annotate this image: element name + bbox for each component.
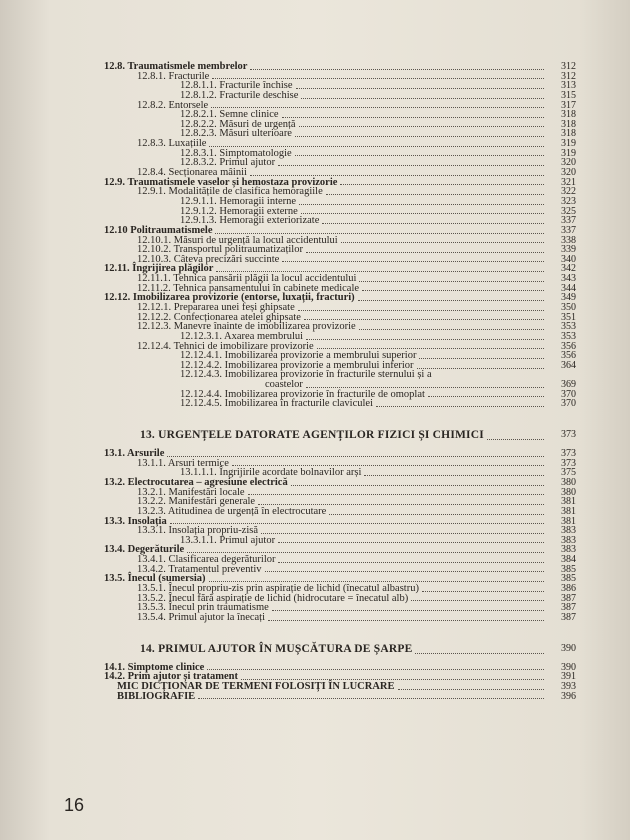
toc-entry-title: Înecul fără aspirație de lichid (hidrocutare = înecatul alb): [168, 592, 409, 604]
toc-entry-title: Traumatismele membrelor: [127, 60, 248, 72]
toc-entry-page: 318: [561, 118, 576, 130]
dot-leader: [306, 339, 544, 340]
toc-entry-title: Hemoragii interne: [219, 195, 297, 207]
toc-entry-title: MIC DICȚIONAR DE TERMENI FOLOSIȚI ÎN LUCRARE: [117, 680, 395, 692]
dot-leader: [291, 485, 544, 486]
toc-entry[interactable]: [0, 555, 630, 565]
toc-entry-page: 319: [561, 138, 576, 150]
toc-entry-title: Imobilizarea provizorie a membrului superior: [224, 350, 417, 362]
toc-entry[interactable]: [0, 91, 630, 101]
toc-entry-title: Îngrijirile acordate bolnavilor arși: [219, 467, 362, 479]
toc-entry-page: 383: [561, 525, 576, 537]
toc-entry[interactable]: [0, 303, 630, 313]
toc-entry[interactable]: [0, 101, 630, 111]
toc-entry-page: 375: [561, 467, 576, 479]
toc-entry-number: 12.10.1.: [137, 234, 172, 246]
dot-leader: [428, 396, 544, 397]
toc-entry[interactable]: [0, 449, 630, 459]
toc-entry-number: 12.8.: [104, 60, 125, 72]
toc-entry[interactable]: [0, 129, 630, 139]
toc-entry-title: Atitudinea de urgență în electrocutare: [167, 505, 327, 517]
toc-entry-page: 353: [561, 330, 576, 342]
toc-entry[interactable]: [0, 72, 630, 82]
toc-entry-number: 13.2.3.: [137, 505, 166, 517]
toc-entry-page: 396: [561, 690, 576, 702]
dot-leader: [376, 406, 544, 407]
dot-leader: [299, 126, 544, 127]
toc-entry-number: 13.3.1.: [137, 525, 166, 537]
toc-entry-title: PRIMUL AJUTOR ÎN MUȘCĂTURA DE ȘARPE: [158, 642, 413, 655]
toc-entry-page: 320: [561, 167, 576, 179]
dot-leader: [317, 348, 544, 349]
toc-entry-number: 13.4.2.: [137, 563, 166, 575]
toc-entry-page: 340: [561, 253, 576, 265]
toc-entry[interactable]: [0, 216, 630, 226]
toc-entry-title: Înecul propriu-zis prin aspirație de lichid (înecatul albastru): [168, 583, 419, 595]
toc-entry-number: 13.5.3.: [137, 602, 166, 614]
toc-entry-page: 373: [561, 448, 576, 460]
dot-leader: [296, 88, 544, 89]
toc-entry-page: 312: [561, 60, 576, 72]
dot-leader: [487, 439, 544, 440]
toc-entry-page: 387: [561, 602, 576, 614]
dot-leader: [282, 261, 544, 262]
dot-leader: [341, 242, 544, 243]
toc-entry-page: 313: [561, 80, 576, 92]
toc-entry-number: 12.8.1.: [137, 70, 166, 82]
dot-leader: [241, 679, 544, 680]
dot-leader: [282, 117, 544, 118]
toc-entry-title: Transportul politraumatizaților: [173, 244, 303, 256]
toc-entry[interactable]: [0, 692, 630, 702]
dot-leader: [359, 281, 544, 282]
toc-entry-number: 13.4.: [104, 544, 125, 556]
toc-entry-number: 13.4.1.: [137, 554, 166, 566]
dot-leader: [278, 562, 544, 563]
toc-entry-title: Câteva precizări succinte: [173, 253, 280, 265]
toc-entry-title: Primul ajutor: [219, 534, 276, 546]
toc-entry-title: Primul ajutor: [219, 157, 276, 169]
toc-entry[interactable]: [0, 536, 630, 546]
toc-entry-number: 12.8.2.3.: [180, 128, 217, 140]
toc-entry-page: 337: [561, 224, 576, 236]
toc-entry-page: 364: [561, 359, 576, 371]
toc-entry-title: Fracturile: [168, 70, 210, 82]
toc-entry-page: 318: [561, 128, 576, 140]
dot-leader: [340, 184, 544, 185]
dot-leader: [248, 494, 544, 495]
toc-entry-title: Clasificarea degerăturilor: [168, 554, 276, 566]
toc-entry-page: 342: [561, 263, 576, 275]
dot-leader: [306, 387, 544, 388]
toc-entry-page: 350: [561, 302, 576, 313]
dot-leader: [170, 523, 544, 524]
toc-entry-number: 12.8.3.2.: [180, 157, 217, 169]
toc-entry-page: 390: [561, 642, 576, 654]
toc-entry-number: 12.8.2.: [137, 99, 166, 111]
toc-entry-number: 13.2.2.: [137, 496, 166, 508]
toc-entry-title: Imobilizarea provizorie a membrului inferior: [224, 359, 414, 371]
toc-entry[interactable]: [0, 81, 630, 91]
toc-entry-number: 13.2.: [104, 476, 125, 488]
toc-entry-number: 12.12.4.1.: [180, 350, 222, 362]
toc-entry-title: Luxațiile: [168, 138, 207, 150]
dot-leader: [187, 552, 544, 553]
toc-entry-title: Entorsele: [168, 99, 209, 111]
toc-entry-page: 390: [561, 661, 576, 673]
dot-leader: [278, 542, 544, 543]
toc-entry-title: Hemoragii exteriorizate: [219, 215, 320, 227]
toc-entry-title: Imobilizarea în fracturile claviculei: [224, 398, 374, 410]
toc-entry-text: [180, 399, 373, 409]
toc-entry-title: Hemoragii externe: [219, 205, 298, 217]
toc-entry-number: 12.9.1.: [137, 186, 166, 198]
toc-entry-page: 381: [561, 515, 576, 527]
toc-entry-number: 13.1.: [104, 448, 125, 460]
toc-entry-text: [117, 692, 195, 702]
toc-entry-number: 12.12.4.5.: [180, 398, 222, 410]
toc-entry-title: Arsuri termice: [167, 457, 229, 469]
toc-entry-page: 373: [561, 429, 576, 441]
toc-entry-page: 325: [561, 205, 576, 217]
toc-entry-number: 13.5.: [104, 573, 125, 585]
toc-entry[interactable]: [0, 139, 630, 149]
toc-entry-page: 370: [561, 388, 576, 400]
toc-entry-number: 13.: [140, 429, 155, 442]
toc-entry-title: Degerăturile: [127, 544, 185, 556]
dot-leader: [261, 533, 544, 534]
toc-entry-number: 13.1.1.: [137, 457, 166, 469]
toc-entry-number: 12.8.4.: [137, 167, 166, 179]
toc-entry-page: 320: [561, 157, 576, 169]
dot-leader: [358, 300, 544, 301]
dot-leader: [272, 610, 544, 611]
dot-leader: [295, 155, 544, 156]
toc-entry[interactable]: [0, 526, 630, 536]
dot-leader: [359, 329, 544, 330]
dot-leader: [362, 290, 544, 291]
toc-entry-number: 12.12.4.4.: [180, 388, 222, 400]
toc-entry-number: 12.11.1.: [137, 273, 171, 285]
toc-entry[interactable]: [0, 663, 630, 673]
dot-leader: [207, 669, 544, 670]
toc-entry[interactable]: [0, 62, 630, 72]
toc-entry-page: 321: [561, 176, 576, 188]
toc-entry-page: 381: [561, 505, 576, 517]
toc-entry[interactable]: [0, 545, 630, 555]
toc-entry-number: 12.8.1.1.: [180, 80, 217, 92]
dot-leader: [419, 358, 544, 359]
table-of-contents: [0, 62, 630, 701]
dot-leader: [198, 698, 544, 699]
toc-entry-number: 12.10: [104, 224, 128, 236]
toc-entry-number: 12.12.2.: [137, 311, 172, 323]
toc-chapter-heading[interactable]: [0, 421, 630, 449]
toc-entry-page: 385: [561, 573, 576, 585]
toc-entry-title: Prim ajutor și tratament: [127, 671, 238, 683]
toc-entry-title: Arsurile: [127, 448, 165, 460]
toc-entry-number: 12.12.4.3.: [180, 369, 222, 381]
toc-entry-page: 318: [561, 109, 576, 121]
toc-entry-number: 14.2.: [104, 671, 125, 683]
dot-leader: [299, 204, 544, 205]
dot-leader: [422, 591, 544, 592]
toc-entry-number: 12.12.1.: [137, 302, 172, 313]
toc-entry-page: 356: [561, 350, 576, 362]
toc-entry[interactable]: [0, 488, 630, 498]
toc-entry-title: Fracturile deschise: [219, 89, 299, 101]
toc-entry-number: 12.8.1.2.: [180, 89, 217, 101]
toc-entry-number: 13.5.4.: [137, 611, 166, 623]
toc-entry-title: Semne clinice: [219, 109, 279, 121]
dot-leader: [209, 146, 544, 147]
toc-entry-title: Tratamentul preventiv: [168, 563, 262, 575]
toc-entry-page: 353: [561, 321, 576, 333]
dot-leader: [417, 368, 544, 369]
toc-entry-number: 12.10.3.: [137, 253, 172, 265]
toc-entry-title: Manevre înainte de imobilizarea provizorie: [173, 321, 356, 333]
toc-entry-title: Măsuri de urgență la locul accidentului: [173, 234, 338, 246]
toc-entry[interactable]: [0, 613, 630, 623]
toc-entry[interactable]: [0, 255, 630, 265]
toc-entry[interactable]: [0, 110, 630, 120]
toc-entry-number: 13.2.1.: [137, 486, 166, 498]
dot-leader: [268, 620, 544, 621]
toc-entry-page: 343: [561, 273, 576, 285]
toc-entry-title: Imobilizarea provizorie (entorse, luxații, fracturi): [132, 292, 355, 304]
toc-entry-title: Fracturile închise: [219, 80, 293, 92]
toc-entry-number: 12.12.4.2.: [180, 359, 222, 371]
toc-entry-number: 12.12.3.1.: [180, 330, 222, 342]
toc-entry[interactable]: [0, 158, 630, 168]
toc-entry-title: Modalitățile de clasifica hemoragiile: [168, 186, 323, 198]
toc-entry-number: 12.10.2.: [137, 244, 172, 256]
toc-entry-number: 14.1.: [104, 661, 125, 673]
toc-entry-title: Axarea membrului: [224, 330, 304, 342]
toc-entry-number: 12.9.1.1.: [180, 195, 217, 207]
dot-leader: [415, 653, 544, 654]
dot-leader: [250, 175, 544, 176]
toc-entry-title: URGENȚELE DATORATE AGENȚILOR FIZICI ȘI CHIMICI: [158, 429, 484, 442]
toc-entry-title: Simptomatologie: [219, 147, 292, 159]
toc-entry[interactable]: [0, 322, 630, 332]
toc-entry-page: 373: [561, 457, 576, 469]
chapter-spacer: [0, 623, 630, 635]
toc-entry-page: 317: [561, 99, 576, 111]
toc-entry-title: BIBLIOGRAFIE: [117, 690, 196, 702]
toc-entry-title: Prepararea unei feși ghipsate: [173, 302, 295, 313]
dot-leader: [304, 319, 544, 320]
toc-entry-title: Electrocutarea – agresiune electrică: [127, 476, 288, 488]
toc-entry-title: Imobilizarea provizorie în fracturile de omoplat: [224, 388, 425, 400]
toc-entry-number: 12.8.2.2.: [180, 118, 217, 130]
toc-entry[interactable]: [0, 120, 630, 130]
toc-entry-title: Secționarea mâinii: [168, 167, 247, 179]
toc-entry[interactable]: [0, 682, 630, 692]
chapter-spacer: [0, 409, 630, 421]
toc-entry-page: 393: [561, 680, 576, 692]
toc-entry[interactable]: [0, 594, 630, 604]
toc-entry-number: 13.5.2.: [137, 592, 166, 604]
toc-entry-title: Primul ajutor la înecați: [168, 611, 266, 623]
toc-entry-title: Măsuri ulterioare: [219, 128, 292, 140]
toc-entry-number: 12.9.: [104, 176, 125, 188]
toc-entry[interactable]: [0, 517, 630, 527]
toc-entry-title: Politraumatismele: [130, 224, 213, 236]
toc-entry-page: 319: [561, 147, 576, 159]
toc-entry-title: Îngrijirea plăgilor: [132, 263, 214, 275]
toc-entry-page: 387: [561, 592, 576, 604]
toc-entry-page: 384: [561, 554, 576, 566]
toc-entry-title: Înecul prin traumatisme: [168, 602, 269, 614]
toc-entry-number: 12.11.2.: [137, 282, 171, 294]
toc-entry[interactable]: [0, 565, 630, 575]
toc-entry-page: 349: [561, 292, 576, 304]
dot-leader: [250, 69, 544, 70]
toc-entry-number: 12.12.3.: [137, 321, 172, 333]
toc-entry-number: 12.12.4.: [137, 340, 172, 352]
toc-entry-page: 383: [561, 544, 576, 556]
toc-entry[interactable]: [0, 371, 630, 381]
dot-leader: [295, 136, 544, 137]
toc-entry-page: 323: [561, 195, 576, 207]
dot-leader: [326, 194, 544, 195]
toc-entry-page: 344: [561, 282, 576, 294]
toc-entry-title: coastelor: [265, 379, 303, 391]
toc-entry-number: 13.1.1.1.: [180, 467, 217, 479]
dot-leader: [167, 456, 544, 457]
toc-entry-title: Insolația: [127, 515, 167, 527]
toc-entry-title: Manifestări generale: [168, 496, 256, 508]
dot-leader: [216, 271, 544, 272]
dot-leader: [322, 223, 544, 224]
toc-entry-page: 380: [561, 476, 576, 488]
toc-entry-page: 312: [561, 70, 576, 82]
toc-entry-title: Tehnici de imobilizare provizorie: [173, 340, 314, 352]
toc-entry[interactable]: [0, 468, 630, 478]
dot-leader: [398, 689, 544, 690]
toc-entry[interactable]: [0, 149, 630, 159]
toc-entry[interactable]: [0, 332, 630, 342]
toc-entry-page: 391: [561, 671, 576, 683]
toc-entry-number: 12.9.1.3.: [180, 215, 217, 227]
toc-entry[interactable]: [0, 293, 630, 303]
toc-entry-title: Simptome clinice: [127, 661, 205, 673]
toc-entry-number: 12.9.1.2.: [180, 205, 217, 217]
page-number: 16: [64, 795, 85, 815]
toc-entry[interactable]: [0, 478, 630, 488]
dot-leader: [411, 600, 544, 601]
toc-entry-number: 12.12.: [104, 292, 131, 304]
toc-entry-page: 387: [561, 611, 576, 623]
toc-entry[interactable]: [0, 245, 630, 255]
toc-entry-page: 369: [561, 379, 576, 391]
toc-entry-title: Imobilizarea provizorie în fracturile sternului și a: [224, 369, 432, 381]
dot-leader: [298, 310, 544, 311]
toc-entry-title: Măsuri de urgență: [219, 118, 296, 130]
toc-entry[interactable]: [0, 399, 630, 409]
dot-leader: [211, 107, 544, 108]
toc-entry-page: 337: [561, 215, 576, 227]
dot-leader: [258, 504, 544, 505]
toc-entry-text: [140, 421, 484, 449]
toc-entry-title: Tehnica pansamentului în cabinete medicale: [173, 282, 360, 294]
toc-entry-title: Manifestări locale: [168, 486, 245, 498]
dot-leader: [215, 233, 544, 234]
toc-chapter-heading[interactable]: [0, 635, 630, 663]
toc-entry-page: 385: [561, 563, 576, 575]
toc-entry-text: [137, 613, 265, 623]
toc-entry-number: 12.8.3.1.: [180, 147, 217, 159]
dot-leader: [306, 252, 544, 253]
toc-entry-text: [180, 370, 432, 380]
toc-entry-number: 12.8.3.: [137, 138, 166, 150]
toc-entry-title: Tehnica pansării plăgii la locul accidentului: [173, 273, 357, 285]
dot-leader: [364, 475, 544, 476]
dot-leader: [278, 165, 544, 166]
dot-leader: [301, 213, 544, 214]
toc-entry-page: 383: [561, 534, 576, 546]
toc-entry-number: 13.3.: [104, 515, 125, 527]
toc-entry[interactable]: [0, 187, 630, 197]
dot-leader: [301, 98, 544, 99]
toc-entry[interactable]: [0, 236, 630, 246]
toc-entry-number: 13.5.1.: [137, 583, 166, 595]
toc-entry-page: 386: [561, 583, 576, 595]
toc-entry-page: 351: [561, 311, 576, 323]
toc-entry-page: 315: [561, 89, 576, 101]
toc-entry-number: 13.3.1.1.: [180, 534, 217, 546]
toc-entry[interactable]: [0, 603, 630, 613]
toc-entry[interactable]: [0, 507, 630, 517]
toc-entry-number: 14.: [140, 642, 155, 655]
toc-entry-page: 381: [561, 496, 576, 508]
toc-entry[interactable]: [0, 197, 630, 207]
dot-leader: [329, 514, 544, 515]
toc-entry-page: 380: [561, 486, 576, 498]
toc-entry-title: Traumatismele vaselor și hemostaza provizorie: [127, 176, 338, 188]
toc-entry-title: Înecul (sumersia): [127, 573, 206, 585]
toc-entry-number: 12.8.2.1.: [180, 109, 217, 121]
toc-entry-page: 370: [561, 398, 576, 410]
dot-leader: [265, 571, 544, 572]
toc-entry-page: 339: [561, 244, 576, 256]
toc-entry-number: 12.11.: [104, 263, 130, 275]
dot-leader: [212, 78, 544, 79]
toc-entry-text: [140, 635, 412, 663]
toc-entry-text: [180, 536, 275, 546]
toc-entry-title: Insolația propriu-zisă: [168, 525, 259, 537]
toc-entry-title: Confecționarea atelei ghipsate: [173, 311, 301, 323]
toc-entry-page: 322: [561, 186, 576, 198]
dot-leader: [209, 581, 545, 582]
toc-entry-page: 338: [561, 234, 576, 246]
toc-entry-page: 356: [561, 340, 576, 352]
